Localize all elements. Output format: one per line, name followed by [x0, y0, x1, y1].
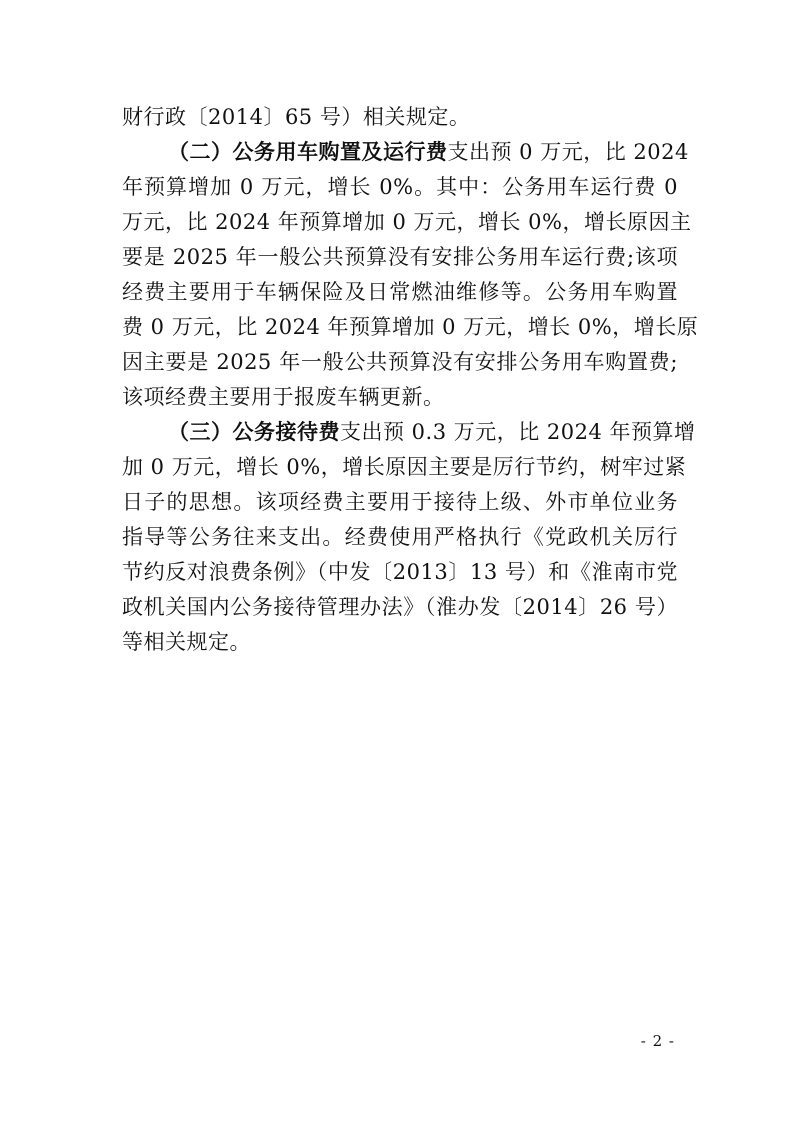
line-text: 指导等公务往来支出。经费使用严格执行《党政机关厉行	[122, 525, 678, 549]
line-text: 财行政〔2014〕65 号）相关规定。	[122, 105, 471, 129]
text-line	[122, 275, 678, 310]
line-text: 因主要是 2025 年一般公共预算没有安排公务用车购置费;	[122, 350, 678, 374]
line-text: 要是 2025 年一般公共预算没有安排公务用车运行费;该项	[122, 245, 678, 269]
text-line	[122, 555, 678, 590]
line-text: 节约反对浪费条例》（中发〔2013〕13 号）和《淮南市党	[122, 560, 678, 584]
text-line	[122, 450, 687, 485]
text-line	[122, 380, 678, 415]
text-line	[122, 205, 692, 240]
section-heading: （二）公务用车购置及运行费	[168, 140, 448, 164]
line-text: 该项经费主要用于报废车辆更新。	[122, 385, 445, 409]
text-line	[122, 590, 678, 625]
line-text: 政机关国内公务接待管理办法》（淮办发〔2014〕26 号）	[122, 595, 678, 619]
text-line	[122, 345, 678, 380]
text-line	[122, 485, 678, 520]
text-line	[122, 310, 699, 345]
section-heading: （三）公务接待费	[168, 420, 340, 444]
line-text: 支出预 0.3 万元，比 2024 年预算增	[340, 420, 696, 444]
line-text: 年预算增加 0 万元，增长 0%。其中：公务用车运行费 0	[122, 175, 678, 199]
line-text: 费 0 万元，比 2024 年预算增加 0 万元，增长 0%，增长原	[122, 315, 699, 339]
line-text: 支出预 0 万元，比 2024	[447, 140, 689, 164]
line-text: 经费主要用于车辆保险及日常燃油维修等。公务用车购置	[122, 280, 678, 304]
text-line	[122, 240, 678, 275]
page-number: - 2 -	[640, 1032, 675, 1050]
section-heading-line	[122, 135, 689, 170]
line-text: 加 0 万元，增长 0%，增长原因主要是厉行节约，树牢过紧	[122, 455, 687, 479]
line-text: 万元，比 2024 年预算增加 0 万元，增长 0%，增长原因主	[122, 210, 692, 234]
text-line	[122, 625, 678, 660]
line-text: 等相关规定。	[122, 630, 251, 654]
body-text	[122, 100, 699, 660]
section-heading-line	[122, 415, 696, 450]
text-line	[122, 170, 678, 205]
text-line	[122, 520, 678, 555]
line-text: 日子的思想。该项经费主要用于接待上级、外市单位业务	[122, 490, 678, 514]
text-line	[122, 100, 678, 135]
